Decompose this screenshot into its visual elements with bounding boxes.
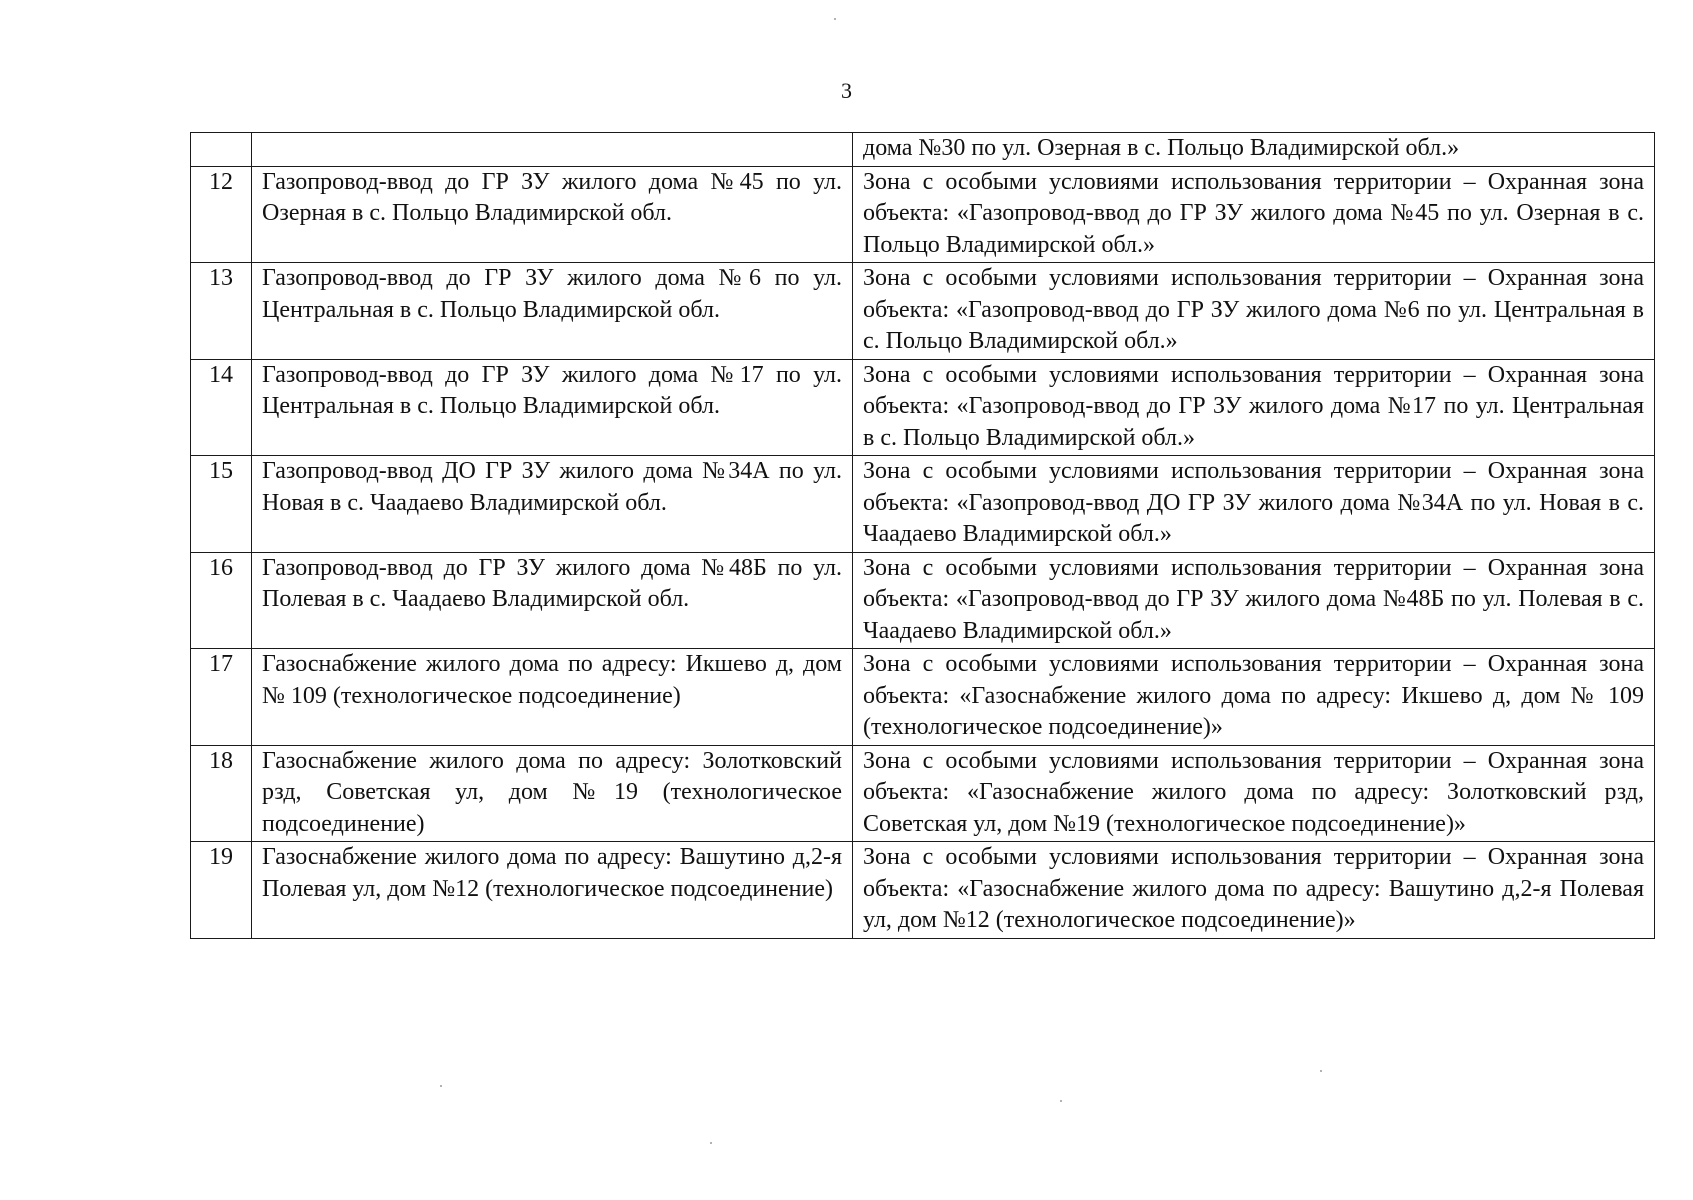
- zones-table: [190, 132, 1655, 939]
- row-number: 19: [191, 842, 252, 939]
- table-row: [191, 649, 1655, 746]
- zone-description: Зона с особыми условиями использования территории – Охранная зона объекта: «Газопровод-ввод до ГР ЗУ жилого дома №17 по ул. Центральная в с. Польцо Владимирской обл.»: [853, 359, 1655, 456]
- table-row: [191, 359, 1655, 456]
- scan-speck: [710, 1142, 712, 1144]
- table-row: [191, 133, 1655, 167]
- object-name: Газоснабжение жилого дома по адресу: Золотковский рзд, Советская ул, дом №19 (технологическое подсоединение): [252, 745, 853, 842]
- object-name: [252, 133, 853, 167]
- row-number: 13: [191, 263, 252, 360]
- table-row: [191, 842, 1655, 939]
- row-number: 15: [191, 456, 252, 553]
- zone-description: Зона с особыми условиями использования территории – Охранная зона объекта: «Газоснабжение жилого дома по адресу: Вашутино д,2-я Полевая ул, дом №12 (технологическое подсоединение)»: [853, 842, 1655, 939]
- object-name: Газопровод-ввод до ГР ЗУ жилого дома №6 по ул. Центральная в с. Польцо Владимирской обл.: [252, 263, 853, 360]
- row-number: [191, 133, 252, 167]
- scan-speck: [834, 18, 836, 20]
- row-number: 17: [191, 649, 252, 746]
- row-number: 16: [191, 552, 252, 649]
- page-number: 3: [841, 78, 852, 103]
- zone-description: Зона с особыми условиями использования территории – Охранная зона объекта: «Газопровод-ввод до ГР ЗУ жилого дома №6 по ул. Центральная в с. Польцо Владимирской обл.»: [853, 263, 1655, 360]
- table-row: [191, 263, 1655, 360]
- object-name: Газопровод-ввод ДО ГР ЗУ жилого дома №34А по ул. Новая в с. Чаадаево Владимирской обл.: [252, 456, 853, 553]
- table-row: [191, 745, 1655, 842]
- scan-speck: [440, 1085, 442, 1087]
- row-number: 18: [191, 745, 252, 842]
- zone-description: Зона с особыми условиями использования территории – Охранная зона объекта: «Газопровод-ввод ДО ГР ЗУ жилого дома №34А по ул. Новая в с. Чаадаево Владимирской обл.»: [853, 456, 1655, 553]
- object-name: Газопровод-ввод до ГР ЗУ жилого дома №48Б по ул. Полевая в с. Чаадаево Владимирской обл.: [252, 552, 853, 649]
- object-name: Газопровод-ввод до ГР ЗУ жилого дома №45 по ул. Озерная в с. Польцо Владимирской обл.: [252, 166, 853, 263]
- zone-description: Зона с особыми условиями использования территории – Охранная зона объекта: «Газопровод-ввод до ГР ЗУ жилого дома №45 по ул. Озерная в с. Польцо Владимирской обл.»: [853, 166, 1655, 263]
- row-number: 12: [191, 166, 252, 263]
- zone-description: Зона с особыми условиями использования территории – Охранная зона объекта: «Газоснабжение жилого дома по адресу: Золотковский рзд, Советская ул, дом №19 (технологическое подсоединение)»: [853, 745, 1655, 842]
- object-name: Газоснабжение жилого дома по адресу: Икшево д, дом № 109 (технологическое подсоединение): [252, 649, 853, 746]
- table-row: [191, 552, 1655, 649]
- row-number: 14: [191, 359, 252, 456]
- object-name: Газопровод-ввод до ГР ЗУ жилого дома №17 по ул. Центральная в с. Польцо Владимирской обл.: [252, 359, 853, 456]
- zone-description: Зона с особыми условиями использования территории – Охранная зона объекта: «Газоснабжение жилого дома по адресу: Икшево д, дом № 109 (технологическое подсоединение)»: [853, 649, 1655, 746]
- scan-speck: [1320, 1070, 1322, 1072]
- table-row: [191, 166, 1655, 263]
- zone-description: Зона с особыми условиями использования территории – Охранная зона объекта: «Газопровод-ввод до ГР ЗУ жилого дома №48Б по ул. Полевая в с. Чаадаево Владимирской обл.»: [853, 552, 1655, 649]
- zone-description: дома №30 по ул. Озерная в с. Польцо Владимирской обл.»: [853, 133, 1655, 167]
- scan-speck: [1060, 1100, 1062, 1102]
- table-row: [191, 456, 1655, 553]
- object-name: Газоснабжение жилого дома по адресу: Вашутино д,2-я Полевая ул, дом №12 (технологическое подсоединение): [252, 842, 853, 939]
